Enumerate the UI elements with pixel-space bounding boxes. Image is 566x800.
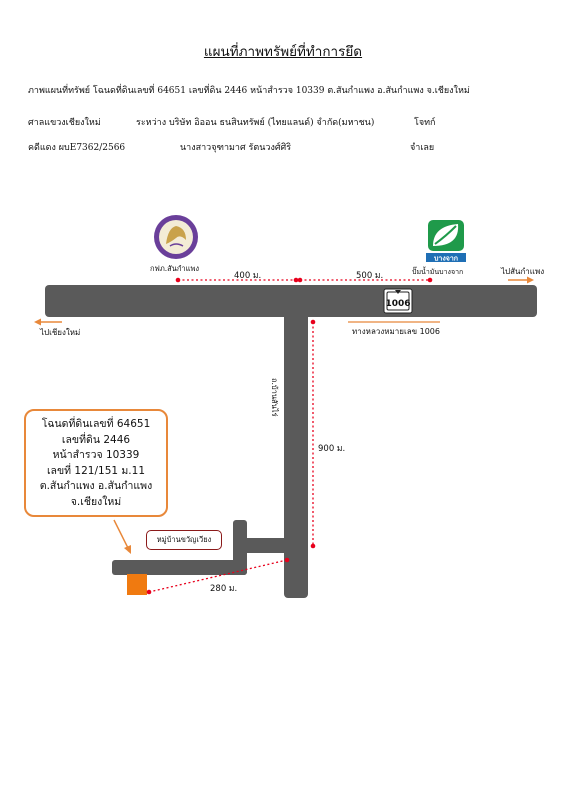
to-sankamphaeng-label: ไปสันกำแพง	[501, 267, 545, 276]
callout-pointer-icon	[114, 520, 131, 554]
pea-label: กฟภ.สันกำแพง	[150, 264, 200, 273]
header-defendant-name: นางสาวจุฑามาศ รัตนวงศ์ศิริ	[180, 143, 292, 153]
bangchak-label: ปั๊มน้ำมันบางจาก	[412, 268, 464, 276]
to-chiangmai-label: ไปเชียงใหม่	[40, 328, 81, 337]
village-road-horizontal	[112, 560, 247, 575]
property-callout	[24, 409, 168, 517]
callout-district: ต.สันกำแพง อ.สันกำแพง	[39, 480, 153, 492]
village-label: หมู่บ้านขวัญเวียง	[146, 530, 222, 550]
side-road-label: ถ.บ้านสันไร่	[270, 378, 279, 417]
header-between: ระหว่าง บริษัท อิออน ธนสินทรัพย์ (ไทยแลนด์) จำกัด(มหาชน)	[136, 118, 375, 128]
distance-900-label: 900 ม.	[318, 444, 346, 454]
property-plot-marker	[127, 574, 147, 595]
callout-deed-number: โฉนดที่ดินเลขที่ 64651	[41, 418, 151, 430]
distance-500-label: 500 ม.	[356, 271, 384, 281]
village-connector-road	[244, 538, 288, 553]
callout-survey-page: หน้าสำรวจ 10339	[52, 449, 140, 461]
highway-label: ทางหลวงหมายเลข 1006	[352, 327, 440, 336]
callout-province: จ.เชียงใหม่	[70, 495, 122, 508]
header-court: ศาลแขวงเชียงใหม่	[28, 118, 101, 128]
bangchak-logo-text: บางจาก	[433, 254, 459, 263]
header-plaintiff: โจทก์	[414, 118, 436, 128]
callout-land-number: เลขที่ดิน 2446	[61, 433, 131, 446]
distance-280-label: 280 ม.	[210, 584, 238, 594]
callout-house-number: เลขที่ 121/151 ม.11	[46, 464, 146, 477]
distance-400-label: 400 ม.	[234, 271, 262, 281]
header-case-number: คดีแดง ผบE7362/2566	[28, 143, 126, 153]
page-title: แผนที่ภาพทรัพย์ที่ทำการยึด	[203, 44, 363, 60]
pea-logo-icon	[154, 215, 198, 259]
header-property-line: ภาพแผนที่ทรัพย์ โฉนดที่ดินเลขที่ 64651 เลขที่ดิน 2446 หน้าสำรวจ 10339 ต.สันกำแพง อ.สันกำแพง จ.เชียงใหม่	[28, 86, 470, 96]
arrow-left-icon	[34, 319, 62, 326]
header-defendant: จำเลย	[410, 143, 435, 153]
road-sign-number: 1006	[385, 299, 411, 309]
road-ban-sanrai	[284, 310, 308, 598]
